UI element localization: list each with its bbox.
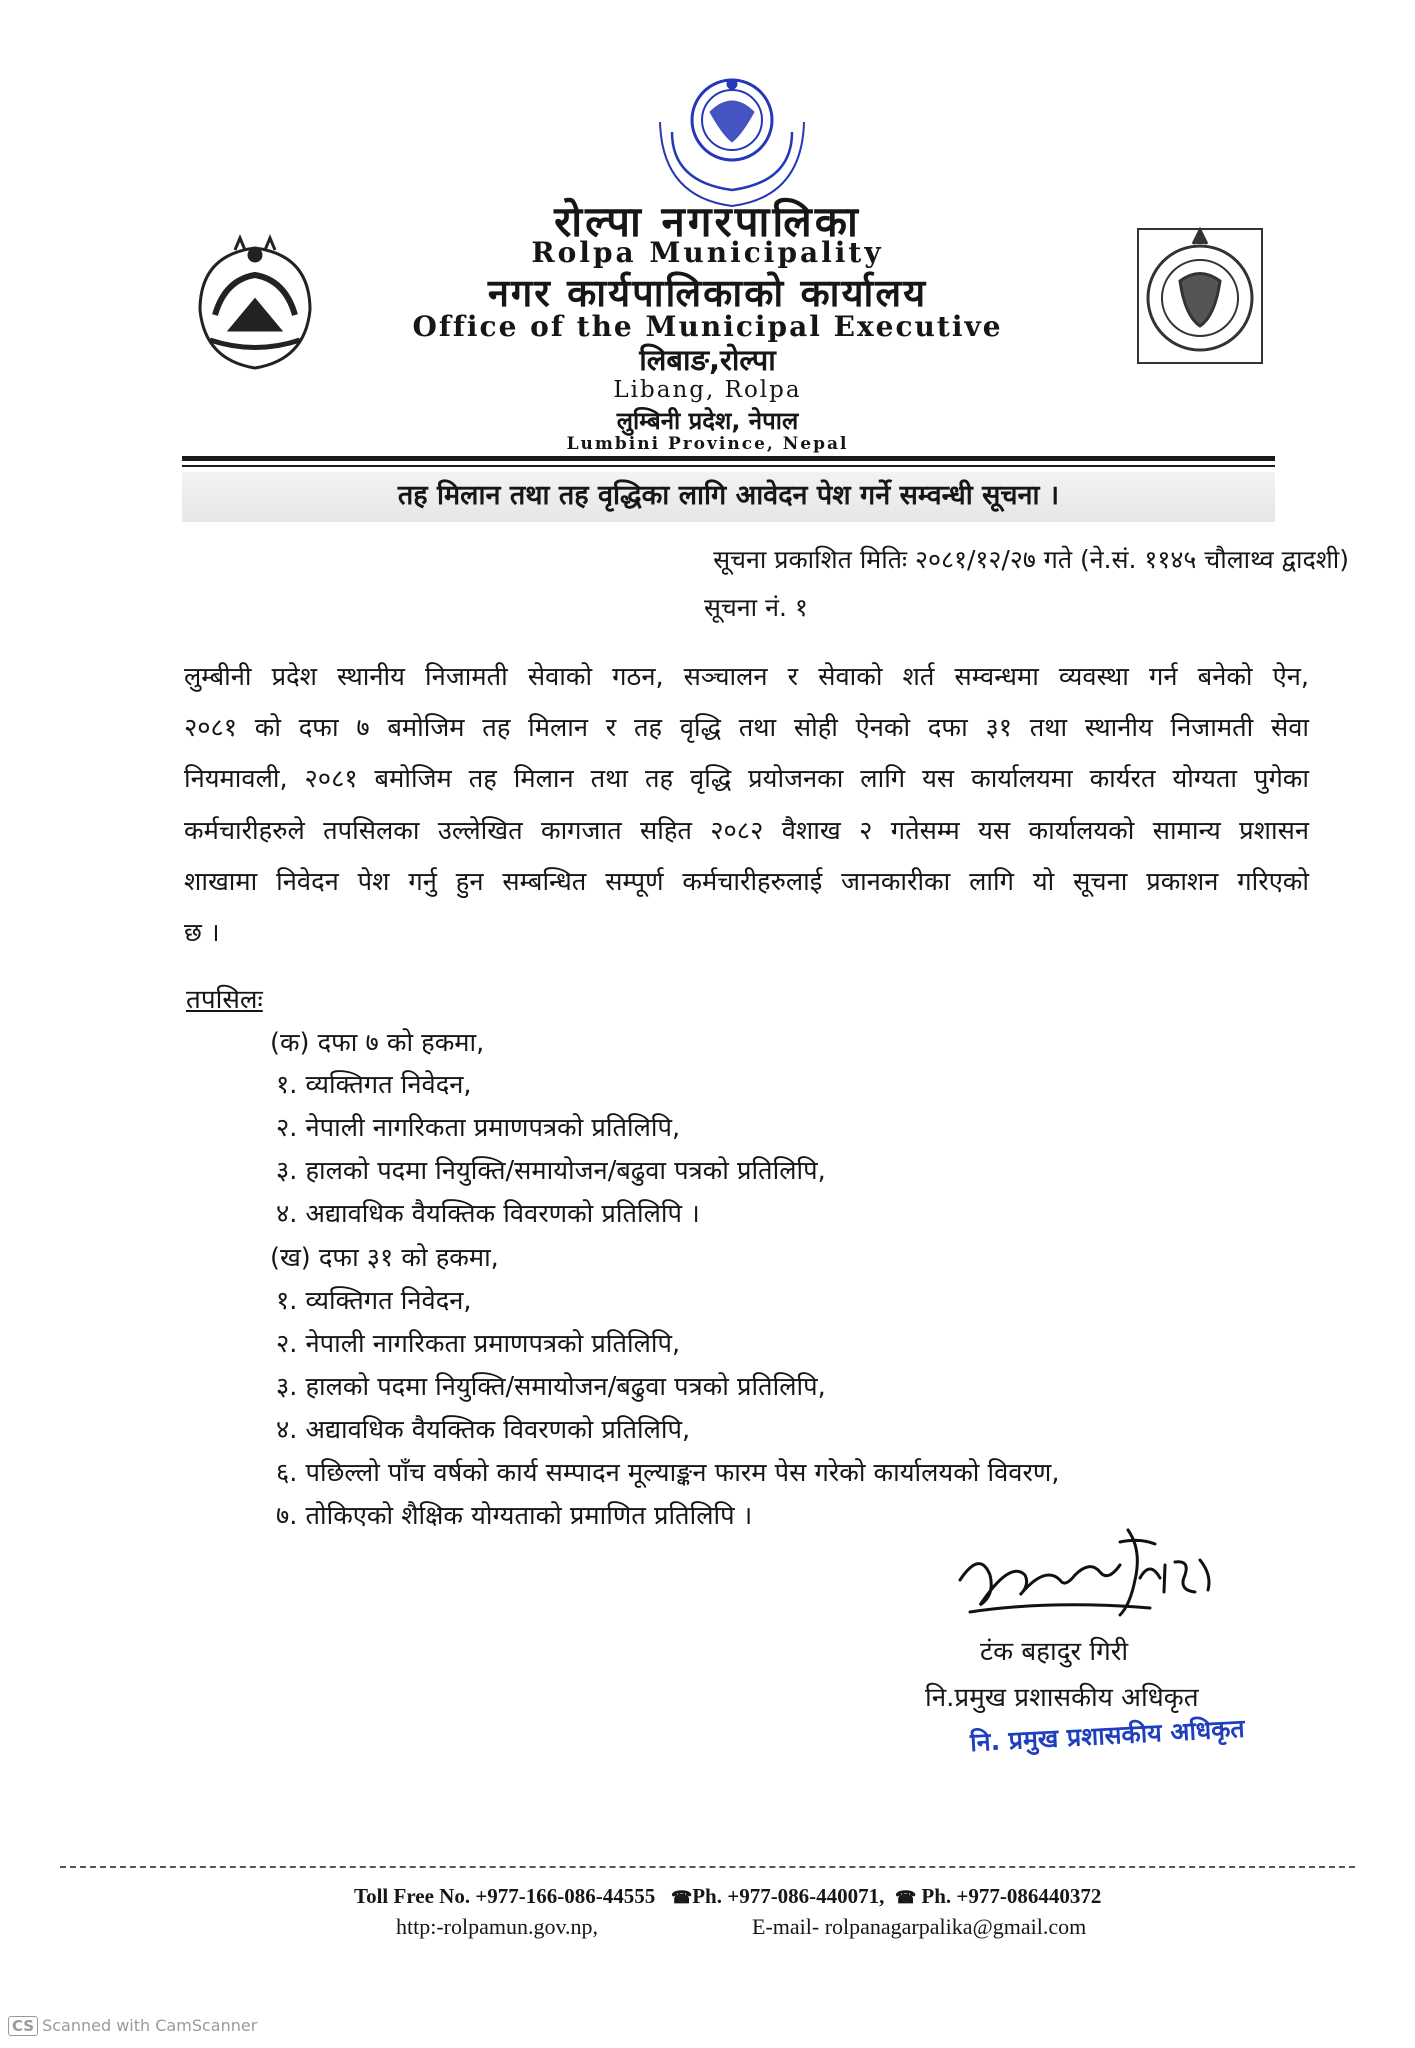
schedule-heading: तपसिलः (186, 985, 263, 1015)
list-item: १. व्यक्तिगत निवेदन, (276, 1286, 472, 1316)
email-address: E-mail- rolpanagarpalika@gmail.com (752, 1914, 1087, 1939)
header-divider (182, 456, 1275, 461)
camscanner-logo-icon: CS (8, 2016, 38, 2036)
handwritten-signature (950, 1520, 1230, 1630)
place-english: Libang, Rolpa (613, 377, 802, 403)
office-name-nepali: नगर कार्यपालिकाको कार्यालय (487, 271, 928, 315)
place-nepali: लिबाङ,रोल्पा (639, 343, 776, 377)
footer-contact-line (354, 1884, 1101, 1909)
toll-free-number: Toll Free No. +977-166-086-44555 (354, 1884, 656, 1908)
phone-icon: ☎ (671, 1888, 693, 1907)
published-date: सूचना प्रकाशित मितिः २०८१/१२/२७ गते (ने.सं. ११४५ चौलाथ्व द्वादशी) (713, 545, 1349, 574)
signatory-title: नि.प्रमुख प्रशासकीय अधिकृत (925, 1683, 1199, 1713)
signatory-name: टंक बहादुर गिरी (980, 1637, 1129, 1667)
header-divider-thin (182, 465, 1275, 467)
footer-divider (60, 1866, 1355, 1868)
office-name-english: Office of the Municipal Executive (412, 310, 1003, 343)
camscanner-watermark (8, 2016, 257, 2036)
notice-number: सूचना नं. १ (704, 593, 808, 622)
section-kha-heading: (ख) दफा ३१ को हकमा, (270, 1243, 499, 1273)
list-item: ४. अद्यावधिक वैयक्तिक विवरणको प्रतिलिपि । (276, 1199, 700, 1229)
body-line: २०८१ को दफा ७ बमोजिम तह मिलान र तह वृद्धि तथा सोही ऐनको दफा ३१ तथा स्थानीय निजामती सेवा (184, 713, 1309, 744)
list-item: २. नेपाली नागरिकता प्रमाणपत्रको प्रतिलिपि, (276, 1113, 681, 1143)
notice-body (184, 652, 1309, 959)
list-item: ७. तोकिएको शैक्षिक योग्यताको प्रमाणित प्रतिलिपि । (276, 1501, 753, 1531)
camscanner-text: Scanned with CamScanner (42, 2016, 258, 2035)
list-item: ६. पछिल्लो पाँच वर्षको कार्य सम्पादन मूल्याङ्कन फारम पेस गरेको कार्यालयको विवरण, (276, 1458, 1060, 1488)
phone-number-2: Ph. +977-086440372 (921, 1884, 1102, 1908)
body-line: नियमावली, २०८१ बमोजिम तह मिलान तथा तह वृद्धि प्रयोजनका लागि यस कार्यालयमा कार्यरत योग्यता पुगेका (184, 764, 1309, 795)
body-line: छ । (184, 918, 220, 949)
website-url: http:-rolpamun.gov.np, (396, 1914, 599, 1939)
list-item: १. व्यक्तिगत निवेदन, (276, 1070, 472, 1100)
phone-icon: ☎ (894, 1888, 917, 1907)
list-item: ३. हालको पदमा नियुक्ति/समायोजन/बढुवा पत्रको प्रतिलिपि, (276, 1372, 826, 1402)
body-line: शाखामा निवेदन पेश गर्नु हुन सम्बन्धित सम्पूर्ण कर्मचारीहरुलाई जानकारीका लागि यो सूचना प्रकाशन गरिएको (184, 866, 1309, 897)
body-line: कर्मचारीहरुले तपसिलका उल्लेखित कागजात सहित २०८२ वैशाख २ गतेसम्म यस कार्यालयको सामान्य प्रशासन (184, 815, 1309, 846)
municipality-name-nepali: रोल्पा नगरपालिका (554, 197, 861, 246)
list-item: ४. अद्यावधिक वैयक्तिक विवरणको प्रतिलिपि, (276, 1415, 691, 1445)
list-item: २. नेपाली नागरिकता प्रमाणपत्रको प्रतिलिपि, (276, 1329, 681, 1359)
phone-number-1: Ph. +977-086-440071, (692, 1884, 885, 1908)
province-nepali: लुम्बिनी प्रदेश, नेपाल (616, 407, 799, 435)
section-ka-heading: (क) दफा ७ को हकमा, (270, 1028, 485, 1058)
signatory-stamp: नि. प्रमुख प्रशासकीय अधिकृत (969, 1713, 1246, 1758)
municipality-name-english: Rolpa Municipality (531, 236, 884, 269)
list-item: ३. हालको पदमा नियुक्ति/समायोजन/बढुवा पत्रको प्रतिलिपि, (276, 1156, 826, 1186)
body-line: लुम्बीनी प्रदेश स्थानीय निजामती सेवाको गठन, सञ्चालन र सेवाको शर्त सम्वन्धमा व्यवस्था गर्न बनेको ऐन, (184, 662, 1309, 692)
province-english: Lumbini Province, Nepal (566, 434, 849, 454)
notice-subject: तह मिलान तथा तह वृद्धिका लागि आवेदन पेश गर्ने सम्वन्धी सूचना । (397, 480, 1060, 511)
